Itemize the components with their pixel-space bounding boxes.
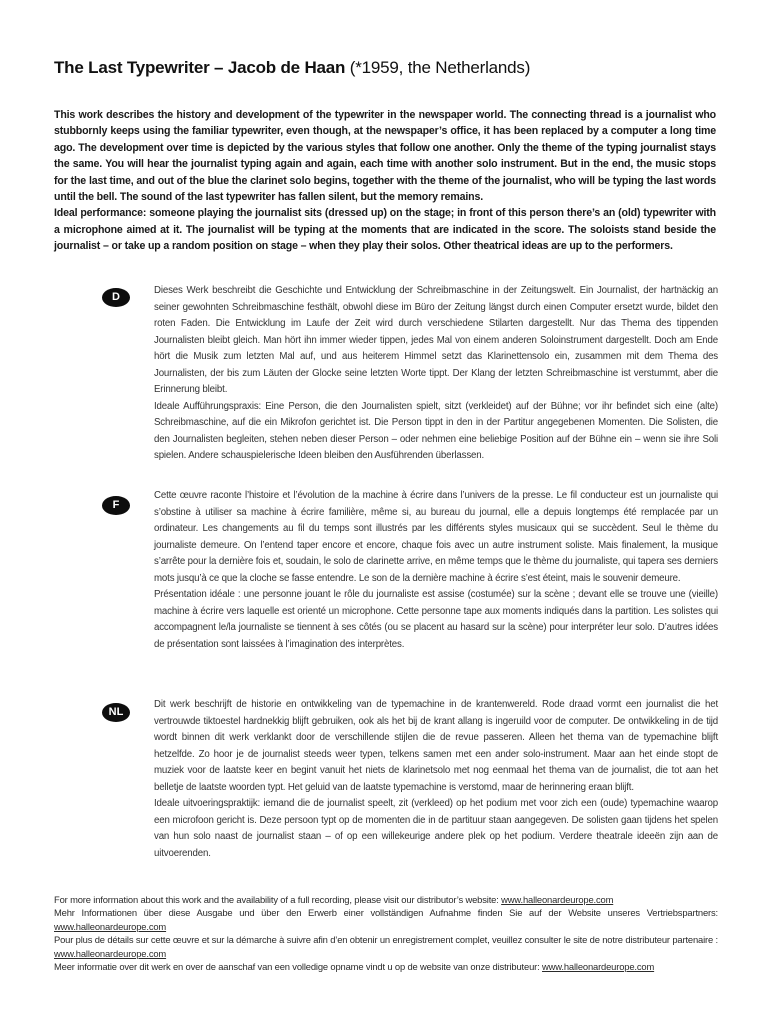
title-main: The Last Typewriter – Jacob de Haan bbox=[54, 58, 346, 77]
footer-text: Meer informatie over dit werk en over de aanschaf van een volledige opname vindt u op de website van onze distributeur: bbox=[54, 961, 543, 973]
intro-paragraph: This work describes the history and development of the typewriter in the newspaper world. The connecting thread is a journalist who stubbornly keeps using the familiar typewriter, even though, at the newspaper’s office, it has been replaced by a computer a long time ago. The development over time is depicted by the various styles that follow one another. Only the theme of the typing journalist stays the same. You will hear the journalist typing again and again, each time with another solo instrument. But in the end, the music stops for the last time, and out of the blue the clarinet solo begins, together with the theme of the journalist, who will be typing the last words until the bell. The sound of the last typewriter has fallen silent, but the memory remains. bbox=[54, 109, 716, 204]
german-paragraph: Dieses Werk beschreibt die Geschichte und Entwicklung der Schreibmaschine in der Zeitungswelt. Ein Journalist, der hartnäckig an seiner gewohnten Schreibmaschine festhält, obwohl diese im Büro der Zeitung längst durch einen Computer ersetzt wurde, bildet den roten Faden. Die Entwicklung im Laufe der Zeit wird durch verschiedene Stilarten dargestellt. Nur das Thema des tippenden Journalisten bleibt gleich. Man hört ihn immer wieder tippen, jedes Mal von einem anderen Soloinstrument dargestellt. Doch am Ende hört die Musik zum letzten Mal auf, und aus heiterem Himmel setzt das Klarinettensolo ein, zusammen mit dem Thema des Journalisten, der bis zum Läuten der Glocke seine letzten Worte tippt. Der Klang der letzten Schreibmaschine ist verstummt, aber die Erinnerung bleibt. bbox=[154, 285, 718, 395]
dutch-performance-paragraph: Ideale uitvoeringspraktijk: iemand die de journalist speelt, zit (verkleed) op het podium met voor zich een (oude) typemachine waarop een microfoon gericht is. Deze persoon typt op de momenten die in de partituur staan aangegeven. De solisten gaan tijdens het spelen van hun solo naast de journalist staan – of op een willekeurige andere plek op het podium. Verdere theatrale ideeën zijn aan de uitvoerenden. bbox=[154, 798, 718, 859]
page-title bbox=[54, 58, 530, 78]
intro-performance-paragraph: Ideal performance: someone playing the journalist sits (dressed up) on the stage; in front of this person there’s an (old) typewriter with a microphone aimed at it. The journalist will be typing at the moments that are indicated in the score. The soloists stand beside the journalist – or take up a random position on stage – when they play their solos. Other theatrical ideas are up to the performers. bbox=[54, 207, 716, 253]
dutch-description bbox=[154, 697, 718, 862]
distributor-link[interactable]: www.halleonardeurope.com bbox=[54, 947, 167, 959]
dutch-paragraph: Dit werk beschrijft de historie en ontwikkeling van de typemachine in de krantenwereld. Rode draad vormt een journalist die het vertrouwde tiktoestel hardnekkig blijft gebruiken, ook als het bij de krant allang is ingeruild voor de computer. De ontwikkeling in de tijd wordt binnen dit werk verklankt door de verschillende stijlen die de revue passeren. Alleen het thema van de typemachine blijft hetzelfde. Zo hoor je de journalist steeds weer typen, telkens samen met een ander solo-instrument. Maar aan het einde stopt de muziek voor de laatste keer en begint vanuit het niets de klarinetsolo met nog eenmaal het thema van de journalist, die tot aan het belletje de laatste woorden typt. Het geluid van de laatste typemachine is verstomd, maar de herinnering eraan blijft. bbox=[154, 699, 718, 793]
footer-text: Pour plus de détails sur cette œuvre et sur la démarche à suivre afin d’en obtenir un enregistrement complet, veuillez consulter le site de notre distributeur partenaire : bbox=[54, 934, 718, 946]
footer-text: For more information about this work and the availability of a full recording, please visit our distributor’s website: bbox=[54, 894, 502, 905]
distributor-link[interactable]: www.halleonardeurope.com bbox=[542, 961, 655, 973]
footer-text: Mehr Informationen über diese Ausgabe und über den Erwerb einer vollständigen Aufnahme finden Sie auf der Website unseres Vertriebspartners: bbox=[54, 907, 718, 919]
language-badge-french: F bbox=[102, 496, 130, 515]
french-description bbox=[154, 488, 718, 653]
footer-line-dutch bbox=[54, 960, 718, 973]
language-badge-german: D bbox=[102, 288, 130, 307]
footer-line-french bbox=[54, 933, 718, 960]
german-performance-paragraph: Ideale Aufführungspraxis: Eine Person, die den Journalisten spielt, sitzt (verkleidet) auf der Bühne; vor ihr befindet sich eine (alte) Schreibmaschine, auf die ein Mikrofon gerichtet ist. Die Person tippt in den in der Partitur angegebenen Momenten. Die Solisten, die den Journalisten begleiten, stehen neben dieser Person – oder nehmen eine beliebige Position auf der Bühne ein – wenn sie ihre Soli spielen. Andere schauspielerische Ideen bleiben den Ausführenden überlassen. bbox=[154, 400, 718, 461]
french-performance-paragraph: Présentation idéale : une personne jouant le rôle du journaliste est assise (costumée) sur la scène ; devant elle se trouve une (vieille) machine à écrire vers laquelle est orienté un microphone. Cette personne tape aux moments indiqués dans la partition. Les solistes qui accompagnent le/la journaliste se tiennent à ses côtés (ou se placent au hasard sur la scène) pour interpréter leur solo. D’autres idées de présentation sont laissées à l’imagination des interprètes. bbox=[154, 589, 718, 650]
distributor-link[interactable]: www.halleonardeurope.com bbox=[501, 894, 614, 905]
language-badge-dutch: NL bbox=[102, 703, 130, 722]
footer-line-english bbox=[54, 893, 718, 906]
french-paragraph: Cette œuvre raconte l’histoire et l’évolution de la machine à écrire dans l’univers de la presse. Le fil conducteur est un journaliste qui s’obstine à utiliser sa machine à écrire familière, même si, au bureau du journal, elle a depuis longtemps été remplacée par un ordinateur. Les changements au fil du temps sont illustrés par les différents styles musicaux qui se succèdent. Seul le thème du journaliste demeure. On l’entend taper encore et encore, chaque fois avec un autre instrument soliste. Mais finalement, la musique s’arrête pour la dernière fois et, soudain, le solo de clarinette arrive, en même temps que le thème du journaliste, qui tapera ses derniers mots jusqu’à ce que la cloche se fasse entendre. Le son de la dernière machine à écrire s’est éteint, mais le souvenir demeure. bbox=[154, 490, 718, 584]
english-description bbox=[54, 107, 716, 255]
german-description bbox=[154, 283, 718, 465]
title-subtitle: (*1959, the Netherlands) bbox=[345, 58, 531, 77]
distributor-info bbox=[54, 893, 718, 973]
distributor-link[interactable]: www.halleonardeurope.com bbox=[54, 920, 167, 932]
footer-line-german bbox=[54, 906, 718, 933]
